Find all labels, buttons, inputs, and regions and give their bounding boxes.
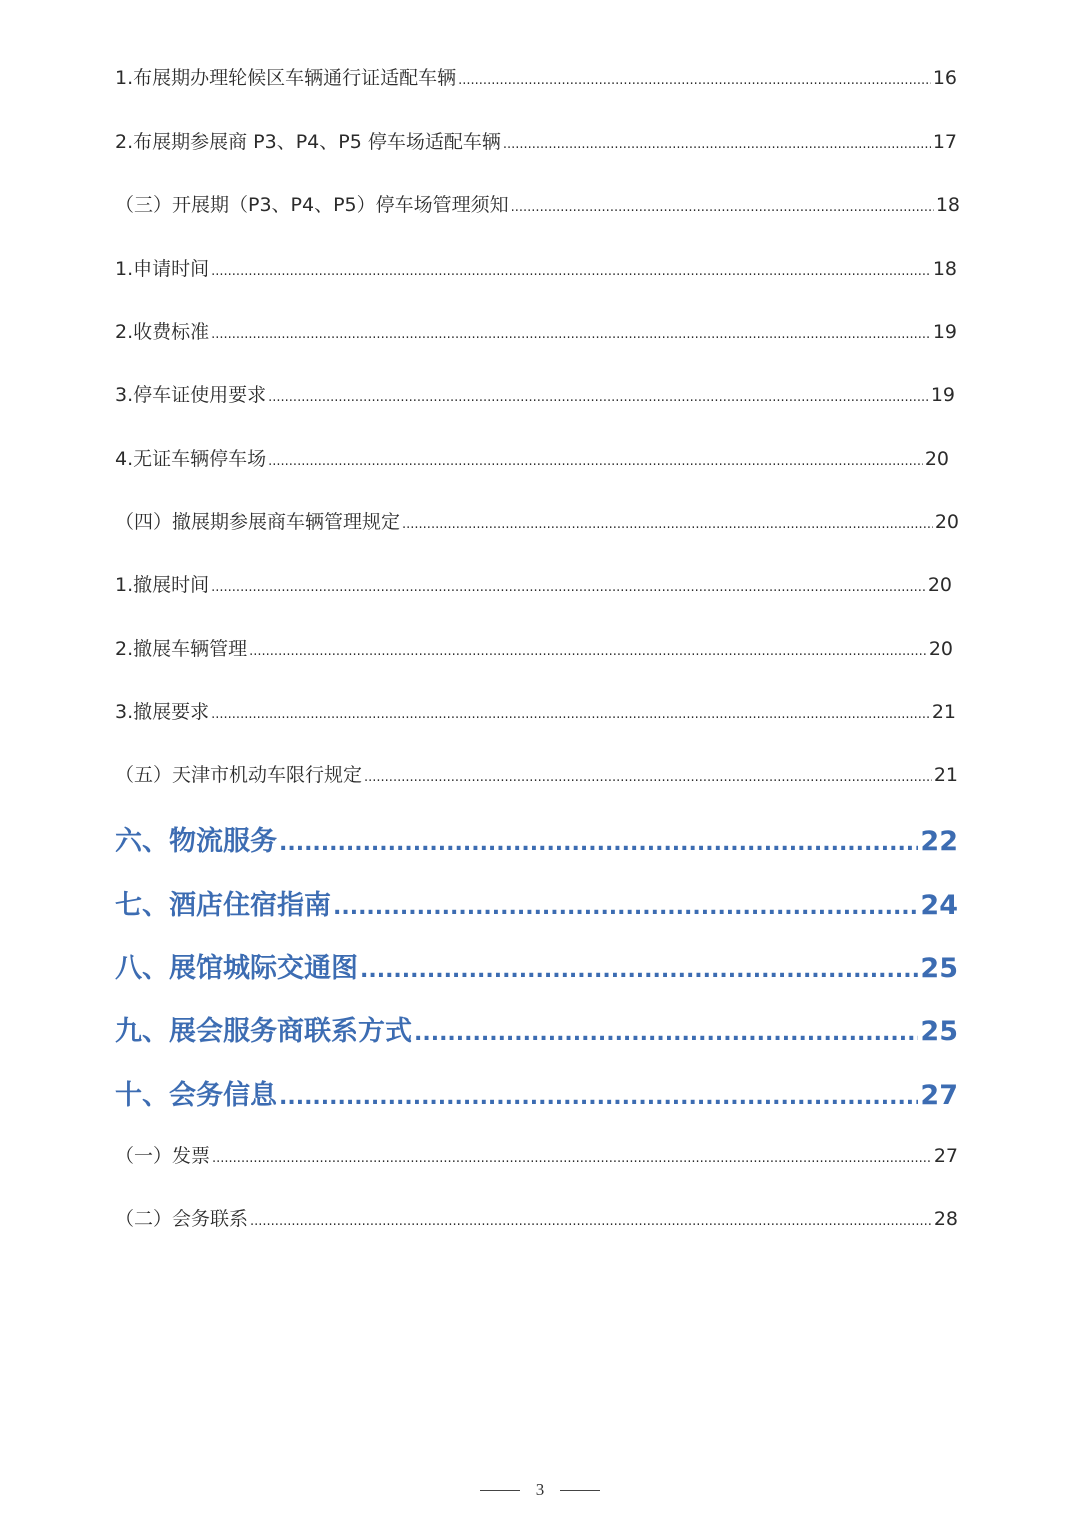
page-number: 3 <box>535 1480 545 1499</box>
toc-entry-label: 2.布展期参展商 P3、P4、P5 停车场适配车辆 <box>115 131 501 153</box>
toc-entry-label: 3.停车证使用要求 <box>115 384 267 406</box>
dot-leader <box>364 764 932 786</box>
toc-entry-page: 20 <box>928 638 953 660</box>
toc-heading-page: 25 <box>920 1016 958 1047</box>
toc-entry-label: 4.无证车辆停车场 <box>115 448 267 470</box>
toc-entry-label: 3.撤展要求 <box>115 701 210 723</box>
toc-entry-label: （二）会务联系 <box>115 1208 249 1230</box>
dot-leader <box>249 638 927 660</box>
toc-entry[interactable] <box>115 190 960 217</box>
dot-leader <box>511 194 934 216</box>
toc-entry-label: 1.申请时间 <box>115 258 210 280</box>
toc-heading-page: 25 <box>920 953 958 984</box>
toc-entry-label: 2.收费标准 <box>115 321 210 343</box>
toc-entry[interactable] <box>115 1141 958 1168</box>
dot-leader <box>360 953 918 984</box>
toc-entry[interactable] <box>115 570 952 597</box>
page-footer <box>0 1480 1080 1500</box>
dot-leader <box>279 826 918 857</box>
toc-entry-label: （一）发票 <box>115 1145 211 1167</box>
footer-rule-left <box>480 1490 520 1491</box>
toc-entry-page: 20 <box>934 511 959 533</box>
dot-leader <box>211 574 926 596</box>
toc-entry-page: 18 <box>935 194 960 216</box>
toc-entry-page: 28 <box>933 1208 958 1230</box>
toc-entry-page: 17 <box>932 131 957 153</box>
toc-entry-page: 18 <box>932 258 957 280</box>
dot-leader <box>414 1016 918 1047</box>
toc-entry-page: 19 <box>930 384 955 406</box>
toc-heading-page: 24 <box>920 890 958 921</box>
dot-leader <box>503 131 931 153</box>
footer-rule-right <box>560 1490 600 1491</box>
toc-entry[interactable] <box>115 634 953 661</box>
toc-heading-label: 七、酒店住宿指南 <box>115 890 331 921</box>
dot-leader <box>268 384 929 406</box>
toc-heading[interactable] <box>115 946 958 985</box>
toc-entry[interactable] <box>115 254 957 281</box>
toc-heading[interactable] <box>115 883 958 922</box>
dot-leader <box>250 1208 932 1230</box>
dot-leader <box>333 890 918 921</box>
toc-entry-page: 20 <box>924 448 949 470</box>
toc-heading[interactable] <box>115 819 958 858</box>
dot-leader <box>268 448 923 470</box>
toc-entry-page: 27 <box>933 1145 958 1167</box>
toc-entry-label: 1.布展期办理轮候区车辆通行证适配车辆 <box>115 67 457 89</box>
toc-entry-label: （三）开展期（P3、P4、P5）停车场管理须知 <box>115 194 509 216</box>
toc-entry-label: 1.撤展时间 <box>115 574 210 596</box>
toc-heading-page: 22 <box>920 826 958 857</box>
toc-entry[interactable] <box>115 63 957 90</box>
toc-entry[interactable] <box>115 444 949 471</box>
dot-leader <box>402 511 933 533</box>
dot-leader <box>212 1145 932 1167</box>
toc-heading-label: 八、展馆城际交通图 <box>115 953 358 984</box>
toc-entry[interactable] <box>115 380 955 407</box>
toc-entry[interactable] <box>115 127 957 154</box>
dot-leader <box>279 1080 918 1111</box>
toc-entry[interactable] <box>115 697 956 724</box>
dot-leader <box>211 258 931 280</box>
toc-heading-label: 六、物流服务 <box>115 826 277 857</box>
dot-leader <box>211 321 931 343</box>
toc-heading[interactable] <box>115 1073 958 1112</box>
toc-entry[interactable] <box>115 317 957 344</box>
toc-entry-page: 20 <box>927 574 952 596</box>
toc-heading-page: 27 <box>920 1080 958 1111</box>
toc-entry[interactable] <box>115 1204 958 1231</box>
toc-entry[interactable] <box>115 760 958 787</box>
toc-heading[interactable] <box>115 1009 958 1048</box>
dot-leader <box>211 701 930 723</box>
dot-leader <box>458 67 931 89</box>
toc-heading-label: 九、展会服务商联系方式 <box>115 1016 412 1047</box>
toc-entry-page: 16 <box>932 67 957 89</box>
toc-entry-page: 21 <box>931 701 956 723</box>
toc-entry-label: （五）天津市机动车限行规定 <box>115 764 363 786</box>
toc-heading-label: 十、会务信息 <box>115 1080 277 1111</box>
toc-entry-label: 2.撤展车辆管理 <box>115 638 248 660</box>
toc-entry[interactable] <box>115 507 959 534</box>
toc-entry-label: （四）撤展期参展商车辆管理规定 <box>115 511 401 533</box>
toc-entry-page: 19 <box>932 321 957 343</box>
toc-entry-page: 21 <box>933 764 958 786</box>
